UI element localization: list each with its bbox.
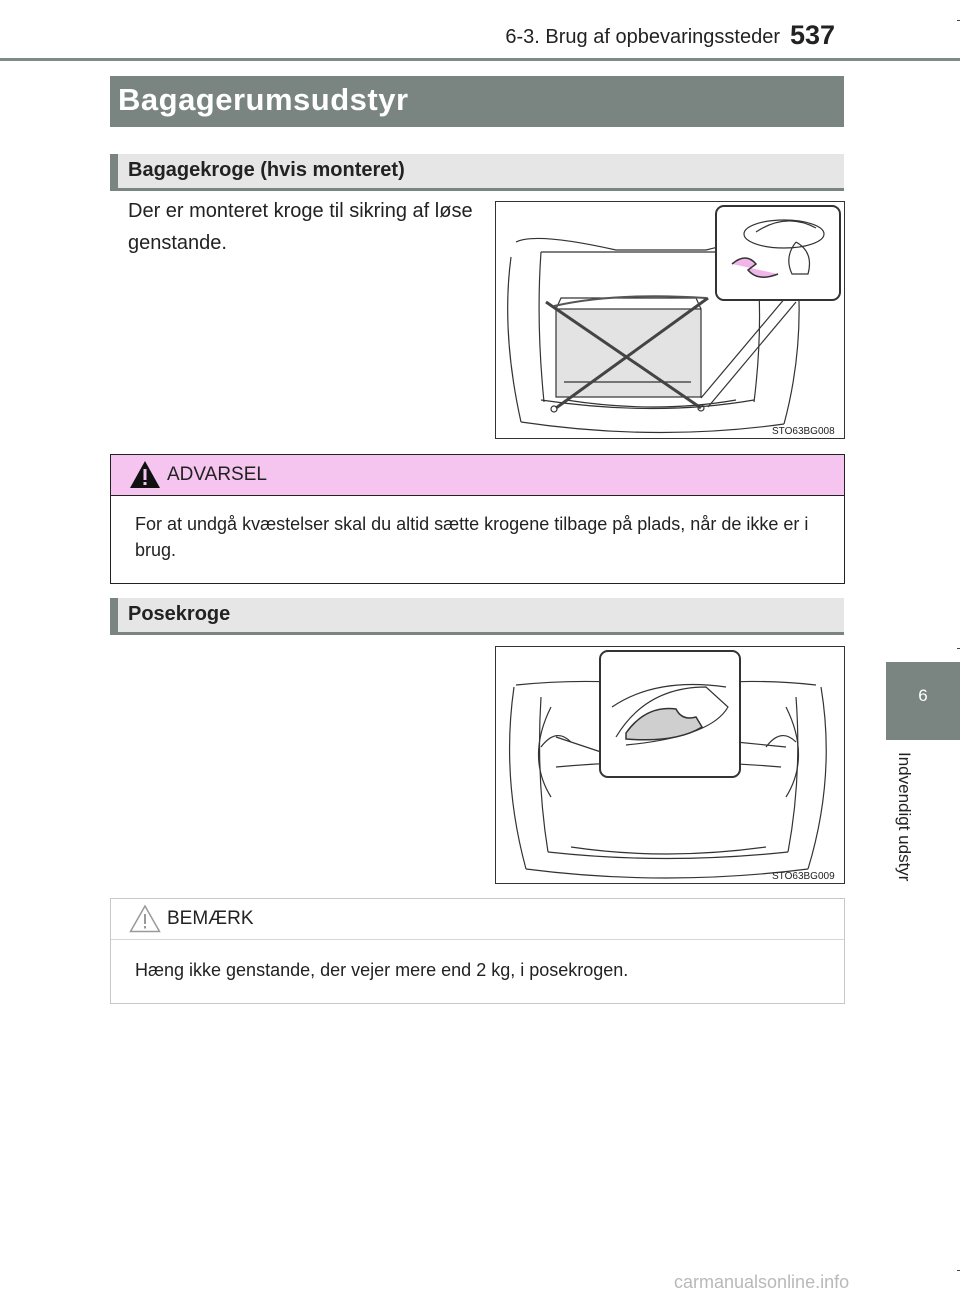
warning-text: For at undgå kvæstelser skal du altid sætte krogene tilbage på plads, når de ikke er i brug. xyxy=(135,514,809,560)
note-label: BEMÆRK xyxy=(167,908,254,929)
chapter-side-label xyxy=(890,752,920,912)
trunk-hooks-illustration xyxy=(495,201,845,439)
subhead-accent-bar xyxy=(110,598,118,632)
warning-box xyxy=(110,454,845,584)
note-box xyxy=(110,898,845,1004)
footer-watermark: carmanualsonline.info xyxy=(674,1272,850,1292)
warning-label: ADVARSEL xyxy=(167,464,267,485)
trunk-hooks-drawing xyxy=(496,202,844,438)
chapter-tab xyxy=(886,662,960,740)
chapter-number: 6 xyxy=(918,686,928,705)
bag-hook-illustration xyxy=(495,646,845,884)
header-rule xyxy=(0,58,960,61)
section-banner xyxy=(110,76,844,127)
header-section-title: 6-3. Brug af opbevaringssteder xyxy=(505,26,780,48)
subsection-heading-bag-hooks xyxy=(110,598,844,635)
subsection-title: Bagagekroge (hvis monteret) xyxy=(128,159,405,181)
subsection-heading-hooks xyxy=(110,154,844,191)
warning-triangle-icon xyxy=(129,460,161,489)
subhead-accent-bar xyxy=(110,154,118,188)
bag-hook-drawing xyxy=(496,647,844,883)
caution-outline-triangle-icon xyxy=(129,904,161,933)
page-number: 537 xyxy=(790,20,836,50)
subsection-title: Posekroge xyxy=(128,603,231,625)
note-text: Hæng ikke genstande, der vejer mere end 2 kg, i posekrogen. xyxy=(135,960,629,980)
page-title: Bagagerumsudstyr xyxy=(118,82,409,117)
figure-code: STO63BG009 xyxy=(772,871,835,882)
warning-header xyxy=(111,455,844,496)
chapter-title: Indvendigt udstyr xyxy=(895,752,914,882)
note-header xyxy=(111,899,844,940)
figure-code: STO63BG008 xyxy=(772,426,835,437)
body-paragraph: Der er monteret kroge til sikring af løse genstande. xyxy=(128,200,473,254)
